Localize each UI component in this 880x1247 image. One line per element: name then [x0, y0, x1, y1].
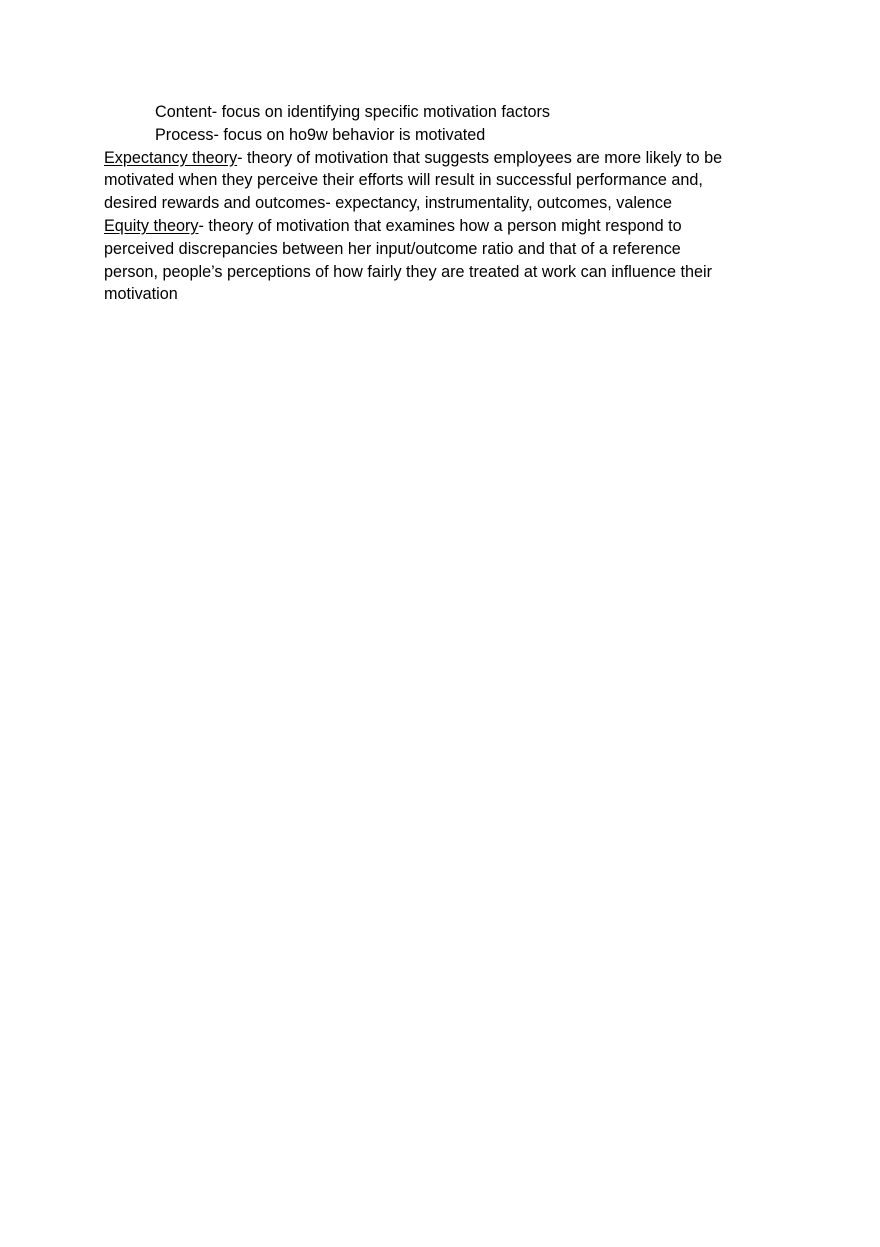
document-body [104, 101, 776, 306]
expectancy-theory-text-line-3: desired rewards and outcomes- expectancy, instrumentality, outcomes, valence [104, 194, 673, 213]
content-theory-line: Content- focus on identifying specific motivation factors [155, 103, 550, 121]
equity-theory-text-line-2: perceived discrepancies between her input/outcome ratio and that of a reference [104, 239, 681, 258]
expectancy-theory-text-line-1: - theory of motivation that suggests employees are more likely to be [237, 148, 723, 167]
expectancy-theory-definition [104, 147, 776, 215]
expectancy-theory-text-line-2: motivated when they perceive their efforts will result in successful performance and, [104, 171, 703, 190]
equity-theory-text-line-3: person, people’s perceptions of how fairly they are treated at work can influence their [104, 262, 712, 281]
equity-theory-definition [104, 215, 776, 306]
equity-theory-text-line-4: motivation [104, 285, 178, 304]
equity-theory-term: Equity theory [104, 216, 199, 235]
expectancy-theory-term: Expectancy theory [104, 148, 238, 167]
equity-theory-text-line-1: - theory of motivation that examines how a person might respond to [198, 216, 682, 235]
process-theory-line: Process- focus on ho9w behavior is motivated [155, 125, 486, 144]
